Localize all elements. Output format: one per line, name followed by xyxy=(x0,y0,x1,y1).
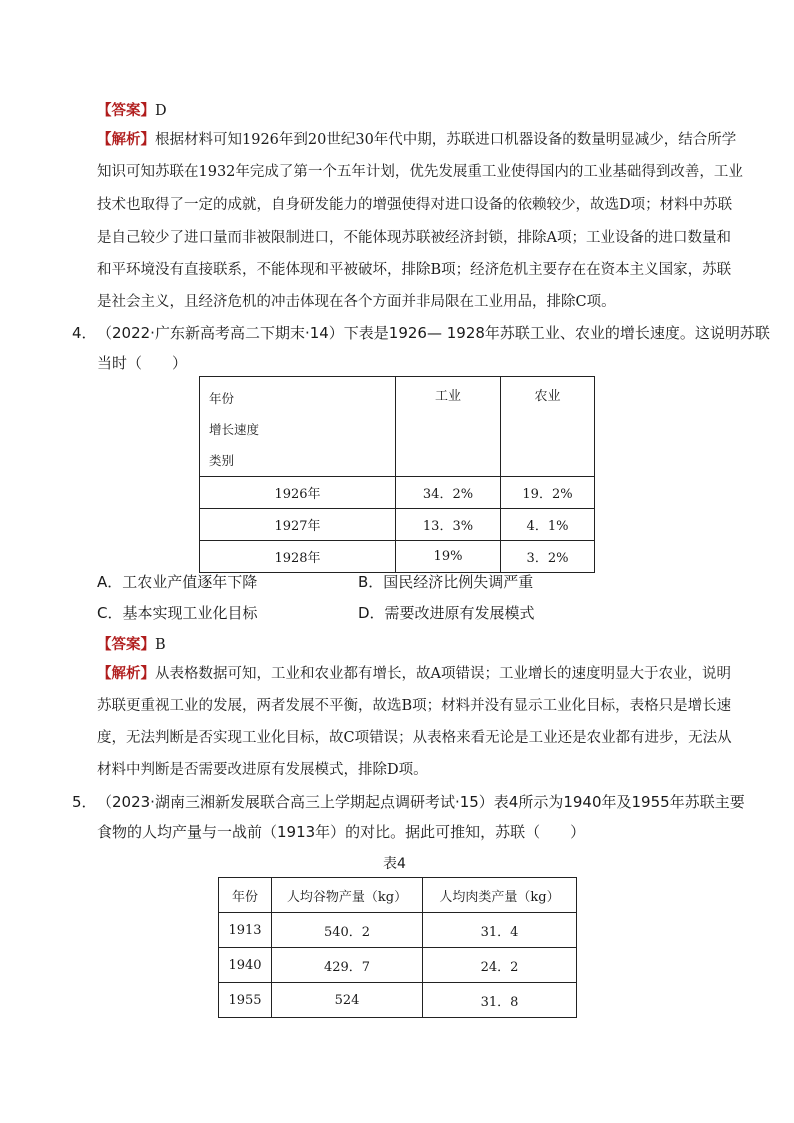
col-agriculture-header: 农业 xyxy=(501,377,595,477)
analysis-2-line-0: 【解析】从表格数据可知，工业和农业都有增长，故A项错误；工业增长的速度明显大于农业，说明 xyxy=(97,665,731,682)
table-row: 1928年 19% 3．2% xyxy=(200,541,595,573)
analysis-2-line-3: 材料中判断是否需要改进原有发展模式，排除D项。 xyxy=(97,762,428,778)
answer-line-2: 【答案】B xyxy=(97,636,166,653)
col-industry-header: 工业 xyxy=(396,377,501,477)
table-row: 1955 524 31．8 xyxy=(219,983,577,1018)
question-4-number: 4． xyxy=(72,324,97,342)
analysis-2-line-1: 苏联更重视工业的发展，两者发展不平衡，故选B项；材料并没有显示工业化目标，表格只是增长速 xyxy=(97,698,732,714)
answer-tag: 【答案】 xyxy=(97,102,155,119)
table-caption: 表4 xyxy=(383,856,406,872)
question-5-stem-line-1: 食物的人均产量与一战前（1913年）的对比。据此可推知，苏联（ ） xyxy=(97,823,586,841)
table-header-row: 年份 人均谷物产量（kg） 人均肉类产量（kg） xyxy=(219,878,577,913)
option-d[interactable]: D．需要改进原有发展模式 xyxy=(358,604,535,622)
table-row: 1940 429．7 24．2 xyxy=(219,948,577,983)
option-c[interactable]: C．基本实现工业化目标 xyxy=(97,604,258,622)
growth-rate-table xyxy=(199,376,595,573)
question-4-stem-line-0: （2022·广东新高考高二下期末·14）下表是1926— 1928年苏联工业、农业的增长速度。这说明苏联 xyxy=(97,324,770,342)
food-output-table xyxy=(218,877,577,1018)
answer-value: D xyxy=(155,103,167,119)
table-row: 1927年 13．3% 4．1% xyxy=(200,509,595,541)
option-b[interactable]: B．国民经济比例失调严重 xyxy=(358,573,534,591)
analysis-1-line-3: 是自己较少了进口量而非被限制进口，不能体现苏联被经济封锁，排除A项；工业设备的进口数量和 xyxy=(97,230,731,246)
analysis-1-line-1: 知识可知苏联在1932年完成了第一个五年计划，优先发展重工业使得国内的工业基础得到改善，工业 xyxy=(97,164,743,180)
answer-line-1 xyxy=(97,101,167,121)
analysis-1-line-5: 是社会主义，且经济危机的冲击体现在各个方面并非局限在工业用品，排除C项。 xyxy=(97,294,616,310)
question-5-stem-line-0: （2023·湖南三湘新发展联合高三上学期起点调研考试·15）表4所示为1940年及1955年苏联主要 xyxy=(97,793,745,811)
table-row: 1926年 34．2% 19．2% xyxy=(200,477,595,509)
analysis-1-line-2: 技术也取得了一定的成就，自身研发能力的增强使得对进口设备的依赖较少，故选D项；材料中苏联 xyxy=(97,197,733,213)
option-a[interactable]: A．工农业产值逐年下降 xyxy=(97,573,258,591)
table-row: 1913 540．2 31．4 xyxy=(219,913,577,948)
analysis-2-line-2: 度，无法判断是否实现工业化目标，故C项错误；从表格来看无论是工业还是农业都有进步，无法从 xyxy=(97,730,732,746)
diag-header-cell: 年份 增长速度 类别 xyxy=(200,377,396,477)
analysis-1-line-0: 【解析】根据材料可知1926年到20世纪30年代中期，苏联进口机器设备的数量明显减少，结合所学 xyxy=(97,131,737,148)
analysis-tag: 【解析】 xyxy=(97,131,155,148)
question-4-stem-line-1: 当时（ ） xyxy=(97,354,188,372)
answer-value: B xyxy=(155,637,166,653)
question-5-number: 5． xyxy=(72,793,97,811)
analysis-1-line-4: 和平环境没有直接联系，不能体现和平被破坏，排除B项；经济危机主要存在在资本主义国家，苏联 xyxy=(97,262,732,278)
